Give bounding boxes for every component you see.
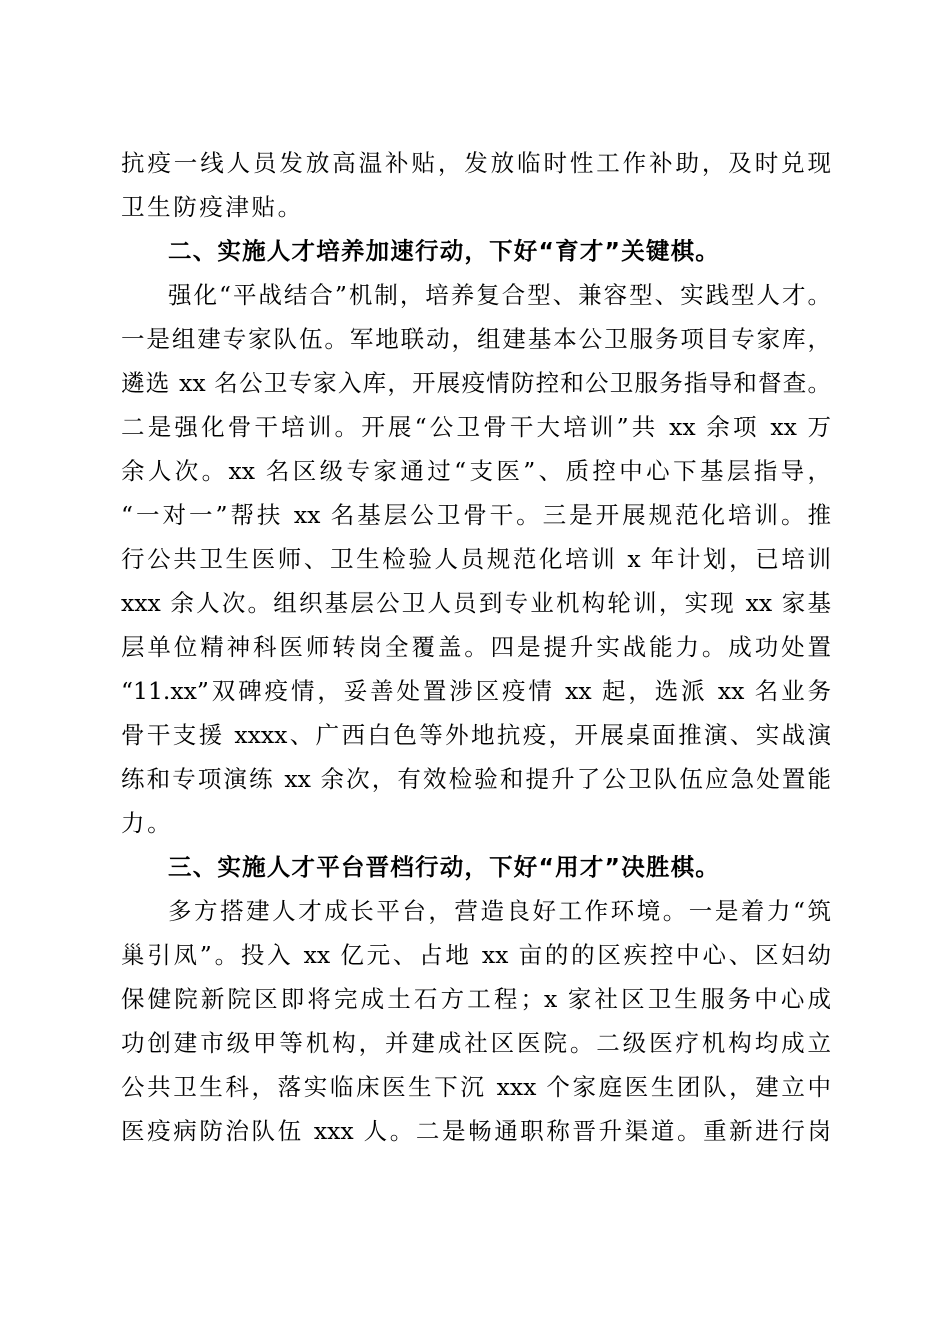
paragraph-line: xxx 余人次。组织基层公卫人员到专业机构轮训，实现 xx 家基 — [121, 589, 831, 617]
paragraph-line: 练和专项演练 xx 余次，有效检验和提升了公卫队伍应急处置能 — [121, 765, 831, 793]
paragraph-line: 骨干支援 xxxx、广西白色等外地抗疫，开展桌面推演、实战演 — [121, 721, 831, 749]
paragraph-line: 二是强化骨干培训。开展“公卫骨干大培训”共 xx 余项 xx 万 — [121, 413, 831, 441]
paragraph-line: 层单位精神科医师转岗全覆盖。四是提升实战能力。成功处置 — [121, 633, 831, 661]
section-heading-2: 二、实施人才培养加速行动，下好“育才”关键棋。 — [168, 237, 720, 265]
paragraph-line: “一对一”帮扶 xx 名基层公卫骨干。三是开展规范化培训。推 — [121, 501, 831, 529]
paragraph-line: 医疫病防治队伍 xxx 人。二是畅通职称晋升渠道。重新进行岗 — [121, 1117, 831, 1145]
paragraph-line: 一是组建专家队伍。军地联动，组建基本公卫服务项目专家库， — [121, 325, 831, 353]
paragraph-line: 行公共卫生医师、卫生检验人员规范化培训 x 年计划，已培训 — [121, 545, 831, 573]
paragraph-line: 巢引凤”。投入 xx 亿元、占地 xx 亩的的区疾控中心、区妇幼 — [121, 941, 831, 969]
paragraph-line: 余人次。xx 名区级专家通过“支医”、质控中心下基层指导， — [121, 457, 831, 485]
paragraph-line: 功创建市级甲等机构，并建成社区医院。二级医疗机构均成立 — [121, 1029, 831, 1057]
paragraph-line: 强化“平战结合”机制，培养复合型、兼容型、实践型人才。 — [168, 281, 831, 309]
paragraph-line: 保健院新院区即将完成土石方工程；x 家社区卫生服务中心成 — [121, 985, 831, 1013]
paragraph-line: 遴选 xx 名公卫专家入库，开展疫情防控和公卫服务指导和督查。 — [121, 369, 831, 397]
paragraph-line: “11.xx”双碑疫情，妥善处置涉区疫情 xx 起，选派 xx 名业务 — [121, 677, 831, 705]
paragraph-line: 抗疫一线人员发放高温补贴，发放临时性工作补助，及时兑现 — [121, 149, 831, 177]
paragraph-line: 公共卫生科，落实临床医生下沉 xxx 个家庭医生团队，建立中 — [121, 1073, 831, 1101]
paragraph-line: 卫生防疫津贴。 — [121, 193, 304, 221]
paragraph-line: 多方搭建人才成长平台，营造良好工作环境。一是着力“筑 — [168, 897, 831, 925]
section-heading-3: 三、实施人才平台晋档行动，下好“用才”决胜棋。 — [168, 853, 720, 881]
paragraph-line: 力。 — [121, 809, 174, 837]
